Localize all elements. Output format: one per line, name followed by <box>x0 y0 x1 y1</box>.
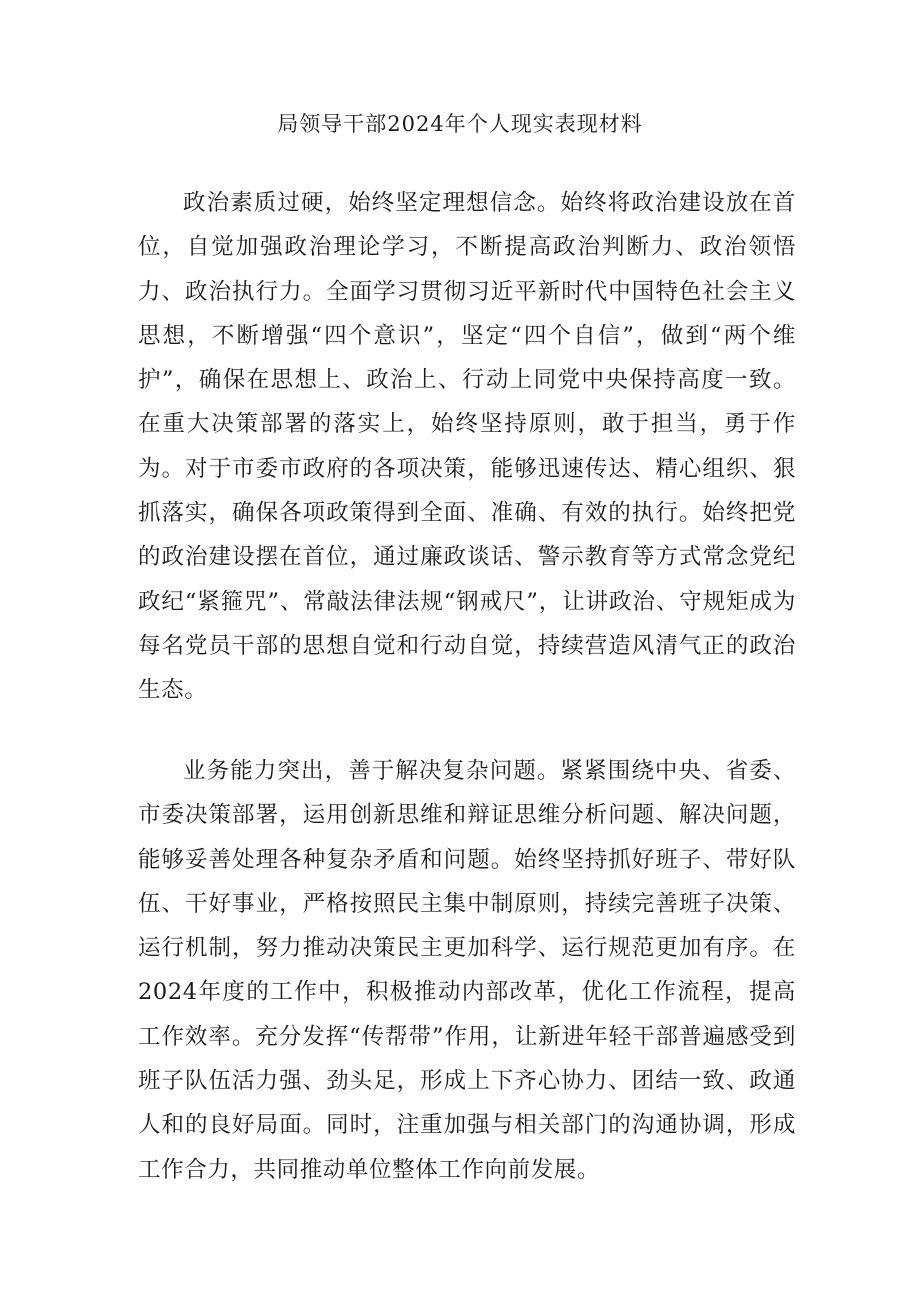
document-title: 局领导干部2024年个人现实表现材料 <box>277 112 643 136</box>
paragraph-political-quality: 政治素质过硬，始终坚定理想信念。始终将政治建设放在首位，自觉加强政治理论学习，不断提高政治判断力、政治领悟力、政治执行力。全面学习贯彻习近平新时代中国特色社会主义思想，不断增强“四个意识”，坚定“四个自信”，做到“两个维护”，确保在思想上、政治上、行动上同党中央保持高度一致。在重大决策部署的落实上，始终坚持原则，敢于担当，勇于作为。对于市委市政府的各项决策，能够迅速传达、精心组织、狠抓落实，确保各项政策得到全面、准确、有效的执行。始终把党的政治建设摆在首位，通过廉政谈话、警示教育等方式常念党纪政纪“紧箍咒”、常敲法律法规“钢戒尺”，让讲政治、守规矩成为每名党员干部的思想自觉和行动自觉，持续营造风清气正的政治生态。 <box>138 190 796 704</box>
paragraph-work-ability: 业务能力突出，善于解决复杂问题。紧紧围绕中央、省委、市委决策部署，运用创新思维和辩证思维分析问题、解决问题，能够妥善处理各种复杂矛盾和问题。始终坚持抓好班子、带好队伍、干好事业，严格按照民主集中制原则，持续完善班子决策、运行机制，努力推动决策民主更加科学、运行规范更加有序。在2024年度的工作中，积极推动内部改革，优化工作流程，提高工作效率。充分发挥“传帮带”作用，让新进年轻干部普遍感受到班子队伍活力强、劲头足，形成上下齐心协力、团结一致、政通人和的良好局面。同时，注重加强与相关部门的沟通协调，形成工作合力，共同推动单位整体工作向前发展。 <box>138 758 796 1183</box>
